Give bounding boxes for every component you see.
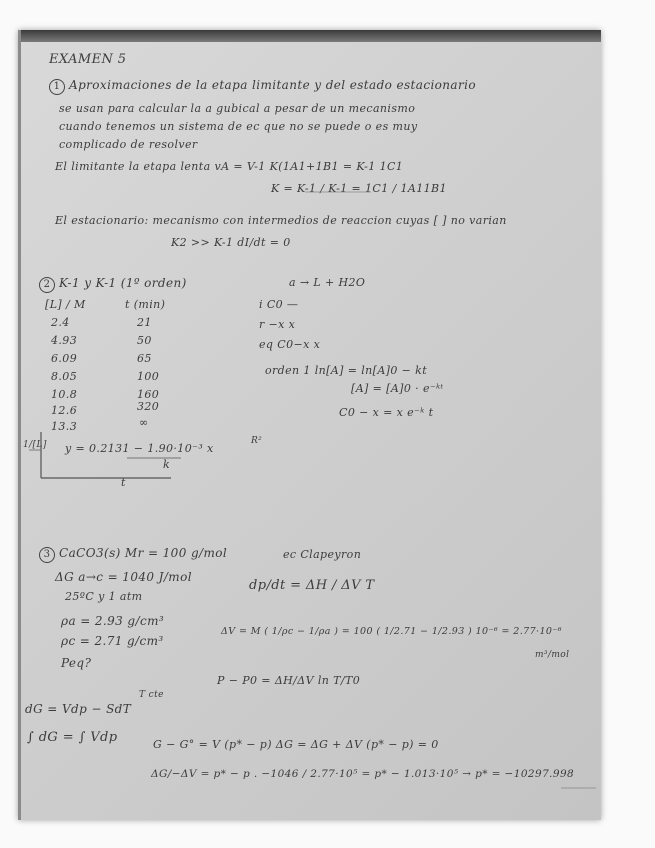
q2-c0x: C0 − x = x e⁻ᵏ t	[339, 406, 434, 419]
q3-peq: Peq?	[61, 656, 92, 670]
q2-col-header-conc: [L] / M	[45, 298, 86, 311]
q3-final-result: ΔG/−ΔV = p* − p . −1046 / 2.77·10⁵ = p* − 1.013·10⁵ → p* = −10297.998	[151, 768, 575, 780]
q2-row-time: 65	[137, 352, 152, 365]
q2-row-conc: 12.6	[51, 404, 78, 417]
q1-keq: K = K-1 / K-1 = 1C1 / 1A11B1	[271, 182, 447, 195]
q2-plot-x-label: t	[121, 476, 126, 489]
q1-text-line-3: complicado de resolver	[59, 138, 198, 151]
q2-row-conc: 4.93	[51, 334, 78, 347]
page-title: EXAMEN 5	[49, 52, 127, 67]
q2-row-conc: 10.8	[51, 388, 78, 401]
q2-row-time: 320	[137, 400, 160, 413]
q2-reaction: a → L + H2O	[289, 276, 366, 289]
q3-rho-c: ρc = 2.71 g/cm³	[61, 634, 164, 648]
q3-delta-g: ΔG a→c = 1040 J/mol	[55, 570, 192, 584]
q1-text-line-2: cuando tenemos un sistema de ec que no se puede o es muy	[59, 120, 418, 133]
question-3-caco3: CaCO3(s) Mr = 100 g/mol	[59, 546, 228, 560]
q2-slope-k: k	[163, 458, 171, 471]
q2-row-conc: 13.3	[51, 420, 78, 433]
q2-col-header-time: t (min)	[125, 298, 166, 311]
q2-fit-equation: y = 0.2131 − 1.90·10⁻³ x	[65, 442, 214, 455]
q2-plot-y-label: 1/[L]	[23, 440, 47, 450]
q2-row-conc: 6.09	[51, 352, 78, 365]
q3-t-constant: T cte	[139, 690, 164, 700]
question-1-title: Aproximaciones de la etapa limitante y del estado estacionario	[69, 78, 476, 92]
q3-conditions: 25ºC y 1 atm	[65, 590, 143, 603]
q2-row-time: 160	[137, 388, 160, 401]
q2-ice-reaction: r −x x	[259, 318, 296, 331]
q2-integrated: [A] = [A]0 · e⁻ᵏᵗ	[351, 382, 444, 395]
question-3-number: 3	[39, 547, 55, 563]
q3-clapeyron: ec Clapeyron	[283, 548, 362, 561]
q2-row-conc: 8.05	[51, 370, 78, 383]
handwritten-marks	[21, 30, 601, 820]
q3-rho-a: ρa = 2.93 g/cm³	[61, 614, 165, 628]
q2-row-time: ∞	[139, 416, 149, 429]
q3-g-line: G − G° = V (p* − p) ΔG = ΔG + ΔV (p* − p) = 0	[153, 738, 439, 751]
q2-row-time: 100	[137, 370, 160, 383]
q3-p-minus-p0: P − P0 = ΔH/ΔV ln T/T0	[217, 674, 361, 687]
q3-dg-definition: dG = Vdp − SdT	[25, 702, 132, 716]
q1-limitante: El limitante la etapa lenta vA = V-1 K(1A1+1B1 = K-1 1C1	[55, 160, 404, 173]
q3-delta-v: ΔV = M ( 1/ρc − 1/ρa ) = 100 ( 1/2.71 − 1/2.93 ) 10⁻⁶ = 2.77·10⁻⁶	[221, 626, 562, 637]
exam-sheet	[18, 30, 601, 820]
q2-row-time: 21	[137, 316, 152, 329]
q1-condition: K2 >> K-1 dI/dt = 0	[171, 236, 291, 249]
q1-estacionario: El estacionario: mecanismo con intermedios de reaccion cuyas [ ] no varian	[55, 214, 507, 227]
q2-row-time: 50	[137, 334, 152, 347]
q2-orden: orden 1 ln[A] = ln[A]0 − kt	[265, 364, 428, 377]
q3-units: m³/mol	[535, 650, 570, 660]
q1-text-line-1: se usan para calcular la a gubical a pesar de un mecanismo	[59, 102, 416, 115]
question-1-number: 1	[49, 79, 65, 95]
q3-dpdt: dp/dt = ΔH / ΔV T	[249, 578, 375, 593]
question-2-title: K-1 y K-1 (1º orden)	[59, 276, 187, 290]
q2-ice-equilibrium: eq C0−x x	[259, 338, 321, 351]
q3-integral: ∫ dG = ∫ Vdp	[27, 730, 118, 745]
q2-r2: R²	[251, 436, 263, 446]
q2-row-conc: 2.4	[51, 316, 70, 329]
question-2-number: 2	[39, 277, 55, 293]
q2-ice-initial: i C0 —	[259, 298, 299, 311]
